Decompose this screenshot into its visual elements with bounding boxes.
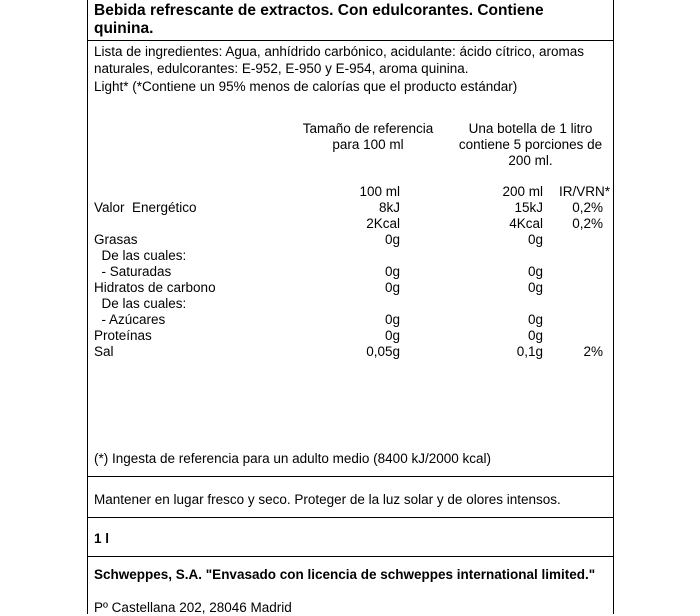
address: Pº Castellana 202, 28046 Madrid xyxy=(94,600,292,615)
manufacturer: Schweppes, S.A. "Envasado con licencia de schweppes international limited." xyxy=(94,567,596,582)
nutrient-label: Sal xyxy=(94,344,114,359)
header-reference-line: Tamaño de referencia xyxy=(302,121,434,136)
value-200ml: 0g xyxy=(527,328,543,343)
nutrient-label: Grasas xyxy=(94,232,138,247)
header-reference xyxy=(293,121,443,153)
value-200ml: 0g xyxy=(527,312,543,327)
value-200ml: 0,1g xyxy=(516,344,543,359)
value-100ml: 8kJ xyxy=(378,200,400,215)
header-bottle-line: contiene 5 porciones de xyxy=(458,137,603,152)
nutrient-label: - Azúcares xyxy=(94,312,166,327)
nutrient-label: De las cuales: xyxy=(94,248,187,263)
column-ir-vrn: IR/VRN* xyxy=(558,184,610,199)
divider xyxy=(88,476,613,477)
nutrient-label: Proteínas xyxy=(94,328,152,343)
nutrient-label: Valor Energético xyxy=(94,200,197,215)
value-ir-vrn: 0,2% xyxy=(572,216,603,231)
column-200ml: 200 ml xyxy=(502,184,543,199)
value-200ml: 4Kcal xyxy=(509,216,543,231)
value-100ml: 0g xyxy=(384,232,400,247)
net-volume: 1 l xyxy=(94,531,110,546)
value-100ml: 0,05g xyxy=(366,344,400,359)
value-100ml: 0g xyxy=(384,312,400,327)
light-note: Light* (*Contiene un 95% menos de calorías que el producto estándar) xyxy=(94,79,518,94)
value-100ml: 0g xyxy=(384,264,400,279)
header-bottle-line: Una botella de 1 litro xyxy=(468,121,593,136)
column-100ml: 100 ml xyxy=(359,184,400,199)
value-100ml: 0g xyxy=(384,328,400,343)
value-100ml: 0g xyxy=(384,280,400,295)
value-100ml: 2Kcal xyxy=(366,216,400,231)
header-reference-line: para 100 ml xyxy=(332,137,404,152)
value-200ml: 0g xyxy=(527,280,543,295)
header-bottle-line: 200 ml. xyxy=(508,153,553,168)
header-bottle xyxy=(448,121,613,169)
nutrient-label: - Saturadas xyxy=(94,264,172,279)
ingredients-list: Lista de ingredientes: Agua, anhídrido carbónico, acidulante: ácido cítrico, aromas naturales, edulcorantes: E-952, E-950 y E-954, aroma quinina. xyxy=(94,44,585,76)
value-200ml: 15kJ xyxy=(514,200,543,215)
divider xyxy=(88,517,613,518)
reference-intake-note: (*) Ingesta de referencia para un adulto medio (8400 kJ/2000 kcal) xyxy=(94,451,491,466)
value-200ml: 0g xyxy=(527,264,543,279)
value-200ml: 0g xyxy=(527,232,543,247)
value-ir-vrn: 0,2% xyxy=(572,200,603,215)
divider xyxy=(88,40,613,41)
value-ir-vrn: 2% xyxy=(583,344,603,359)
nutrition-label xyxy=(87,0,614,614)
divider xyxy=(88,556,613,557)
nutrient-label: Hidratos de carbono xyxy=(94,280,216,295)
nutrient-label: De las cuales: xyxy=(94,296,187,311)
product-title: Bebida refrescante de extractos. Con edulcorantes. Contiene quinina. xyxy=(94,2,544,37)
storage-instructions: Mantener en lugar fresco y seco. Proteger de la luz solar y de olores intensos. xyxy=(94,492,561,507)
